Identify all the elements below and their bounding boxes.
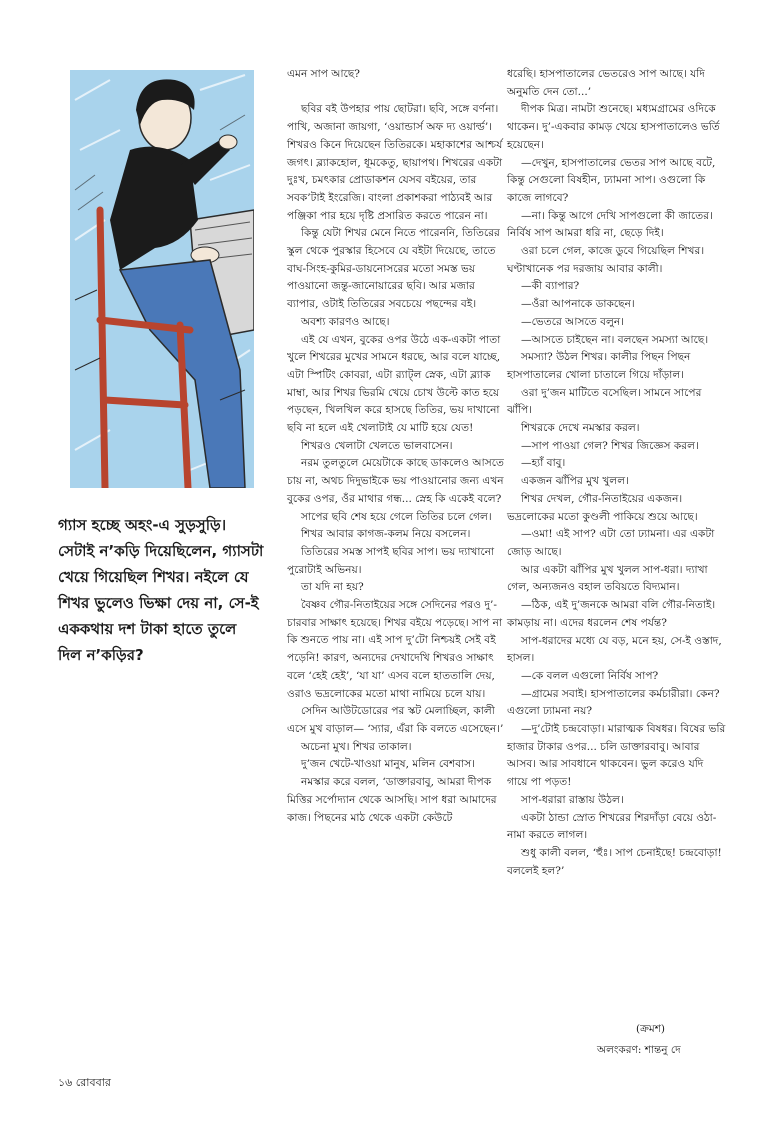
paragraph: নরম তুলতুলে মেয়েটাকে কাছে ডাকলেও আসতে চায় না, অথচ দিদুভাইকে ভয় পাওয়ানোর জন্য এখন বুকের ওপর, ওঁর মাথার গন্ধ... স্নেহ কি একেই বলে? bbox=[287, 457, 504, 505]
paragraph: —গ্রামের সবাই। হাসপাতালের কর্মচারীরা। কেন? এগুলো ঢ্যামনা নয়? bbox=[507, 687, 720, 718]
paragraph: —না। কিন্তু আগে দেখি সাপগুলো কী জাতের। নির্বিষ সাপ আমরা ধরি না, ছেড়ে দিই। bbox=[507, 209, 713, 240]
story-column-2 bbox=[507, 66, 727, 880]
paragraph: —কী ব্যাপার? bbox=[521, 280, 580, 293]
paragraph: দু’জন খেটে-খাওয়া মানুষ, মলিন বেশবাস। bbox=[301, 758, 476, 771]
illustration-credit: অলংকরণ: শান্তনু দে bbox=[597, 1044, 681, 1056]
paragraph: —দেখুন, হাসপাতালের ভেতর সাপ আছে বটে, কিন্তু সেগুলো বিষহীন, ঢ্যামনা সাপ। ওগুলো কি কাজে লাগবে? bbox=[507, 156, 716, 204]
paragraph: —দু’টোই চন্দ্রবোড়া। মারাত্মক বিষধর। বিষের ভরি হাজার টাকার ওপর... চলি ডাক্তারবাবু। আবার আসব। আর সাবধানে থাকবেন। ভুল করেও যদি গায়ে পা পড়ত! bbox=[507, 723, 726, 789]
story-column-1 bbox=[287, 66, 507, 827]
paragraph: —হ্যাঁ বাবু। bbox=[521, 457, 566, 470]
paragraph: শিখর দেখল, গৌর-নিতাইয়ের একজন। ভদ্রলোকের মতো কুণ্ডলী পাকিয়ে শুয়ে আছে। bbox=[507, 492, 698, 523]
paragraph: ছবির বই উপহার পায় ছোটরা। ছবি, সঙ্গে বর্ণনা। পাখি, অজানা জায়গা, ‘ওয়ান্ডার্স অফ দ্য ওয়ার্ল্ড’। শিখরও কিনে দিয়েছেন তিতিরকে। মহাকাশের আশ্চর্য জগৎ। ব্ল্যাকহোল, ধূমকেতু, ছায়াপথ। শিখরের একটা দুঃখ, চমৎকার প্রোডাকশন যেসব বইয়ের, তার সবক’টাই ইংরেজি। বাংলা প্রকাশকরা পাঠ্যবই আর পঞ্জিকা পার হয়ে দৃষ্টি প্রসারিত করতে পারেন না। bbox=[287, 103, 503, 222]
paragraph: অচেনা মুখ। শিখর তাকাল। bbox=[301, 740, 412, 753]
paragraph: সাপ-ধরারা রাস্তায় উঠল। bbox=[521, 793, 624, 806]
paragraph: শিখরও খেলাটা খেলতে ভালবাসেন। bbox=[301, 439, 453, 452]
paragraph: শিখরকে দেখে নমস্কার করল। bbox=[521, 422, 640, 435]
paragraph: একটা ঠান্ডা স্রোত শিখরের শিরদাঁড়া বেয়ে ওঠা-নামা করতে লাগল। bbox=[507, 811, 717, 842]
paragraph: সাপ-ধরাদের মধ্যে যে বড়, মনে হয়, সে-ই ওস্তাদ, হাসল। bbox=[507, 634, 722, 665]
paragraph: এই যে এখন, বুকের ওপর উঠে এক-একটা পাতা খুলে শিখরের মুখের সামনে ধরছে, আর বলে যাচ্ছে, এটা স্পিটিং কোবরা, এটা র‍্যাট্‌ল স্নেক, এটা ব্ল্যাক মাম্বা, আর শিখর ভিরমি খেয়ে চোখ উল্টে কাত হয়ে পড়ছেন, খিলখিল করে হাসছে তিতির, ভয় দাখানো ছবি না হলে এই খেলাটাই যে মাটি হয়ে যেত! bbox=[287, 333, 501, 435]
paragraph: ওরা দু’জন মাটিতে বসেছিল। সামনে সাপের ঝাঁপি। bbox=[507, 386, 702, 417]
paragraph: —ভেতরে আসতে বলুন। bbox=[521, 315, 625, 328]
paragraph: সমস্যা? উঠল শিখর। কালীর পিছন পিছন হাসপাতালের খোলা চাতালে গিয়ে দাঁড়াল। bbox=[507, 351, 691, 381]
paragraph: তিতিরের সমস্ত সাপই ছবির সাপ। ভয় দ্যাখানো পুরোটাই অভিনয়। bbox=[287, 545, 495, 576]
paragraph: —ওঁরা আপনাকে ডাকছেন। bbox=[521, 298, 635, 311]
paragraph: নমস্কার করে বলল, ‘ডাক্তারবাবু, আমরা দীপক মিত্তির সর্পোদ্যান থেকে আসছি। সাপ ধরা আমাদের কাজ। পিছনের মাঠ থেকে একটা কেউটে bbox=[287, 776, 497, 824]
paragraph: তা যদি না হয়? bbox=[301, 581, 364, 594]
pull-quote: গ্যাস হচ্ছে অহং-এ সুড়সুড়ি। সেটাই ন’কড়ি দিয়েছিলেন, গ্যাসটা খেয়ে গিয়েছিল শিখর। নইলে যে শিখর ভুলেও ভিক্ষা দেয় না, সে-ই এককথায় দশ টাকা হাতে তুলে দিল ন’কড়ির? bbox=[58, 516, 264, 664]
paragraph: সাপের ছবি শেষ হয়ে গেলে তিতির চলে গেল। bbox=[301, 510, 492, 523]
paragraph: —সাপ পাওয়া গেল? শিখর জিজ্ঞেস করল। bbox=[521, 439, 699, 452]
paragraph: বৈষ্ণব গৌর-নিতাইয়ের সঙ্গে সেদিনের পরও দু’-চারবার সাক্ষাৎ হয়েছে। শিখর বইয়ে পড়েছে। সাপ না কি শুনতে পায় না। এই সাপ দু’টো নিশ্চয়ই সেই বই পড়েনি! কারণ, অন্যদের দেখাদেখি শিখরও সাক্ষাৎ বলে ‘হেই হেই’, ‘যা যা’ এসব বলে হাততালি দেয়, ওরাও ভদ্রলোকের মতো মাথা নামিয়ে চলে যায়। bbox=[287, 599, 503, 700]
paragraph: —আসতে চাইছেন না। বলছেন সমস্যা আছে। bbox=[521, 333, 709, 346]
paragraph: শিখর আবার কাগজ-কলম নিয়ে বসলেন। bbox=[301, 528, 471, 541]
paragraph: —কে বলল এগুলো নির্বিষ সাপ? bbox=[521, 669, 659, 682]
paragraph: একজন ঝাঁপির মুখ খুলল। bbox=[521, 475, 629, 488]
paragraph: আর একটা ঝাঁপির মুখ খুলল সাপ-ধরা। দ্যাখা গেল, অন্যজনও বহাল তবিয়তে বিদ্যমান। bbox=[507, 563, 708, 594]
paragraph: ওরা চলে গেল, কাজে ডুবে গিয়েছিল শিখর। ঘণ্টাখানেক পর দরজায় আবার কালী। bbox=[507, 245, 705, 275]
serial-note: (ক্রমশ) bbox=[636, 1023, 666, 1035]
story-illustration bbox=[70, 70, 254, 488]
paragraph: কিন্তু যেটা শিখর মেনে নিতে পারেননি, তিতিরের স্কুল থেকে পুরস্কার হিসেবে যে বইটা দিয়েছে, তাতে বাঘ-সিংহ-কুমির-ডায়নোসরের মতো সমস্ত ভয় পাওয়ানো জন্তু-জানোয়ারের ছবি। আর মজার ব্যাপার, ওটাই তিতিরের সবচেয়ে পছন্দের বই। bbox=[287, 227, 500, 311]
paragraph: —ওমা! এই সাপ? এটা তো ঢ্যামনা। এর একটা জোড় আছে। bbox=[507, 528, 715, 558]
paragraph: শুধু কালী বলল, ‘হুঁঃ। সাপ চেনাইছে! চন্দ্রবোড়া! বললেই হল?’ bbox=[507, 846, 722, 877]
paragraph: —ঠিক, এই দু’জনকে আমরা বলি গৌর-নিতাই। কামড়ায় না। এদের ধরলেন শেষ পর্যন্ত? bbox=[507, 599, 716, 629]
paragraph: অবশ্য কারণও আছে। bbox=[301, 315, 390, 328]
paragraph: সেদিন আউটডোরের পর স্কট মেলাচ্ছিল, কালী এসে মুখ বাড়াল— ‘স্যার, এঁরা কি বলতে এসেছেন।’ bbox=[287, 705, 504, 735]
page-folio: ১৬ রোববার bbox=[58, 1076, 111, 1089]
paragraph: ধরেছি। হাসপাতালের ভেতরেও সাপ আছে। যদি অনুমতি দেন তো...’ bbox=[507, 68, 705, 98]
paragraph: দীপক মিত্র। নামটা শুনেছে। মধ্যমগ্রামের ওদিকে থাকেন। দু’-একবার কামড় খেয়ে হাসপাতালেও ভর্তি হয়েছেন। bbox=[507, 103, 720, 151]
paragraph: এমন সাপ আছে? bbox=[287, 68, 360, 80]
